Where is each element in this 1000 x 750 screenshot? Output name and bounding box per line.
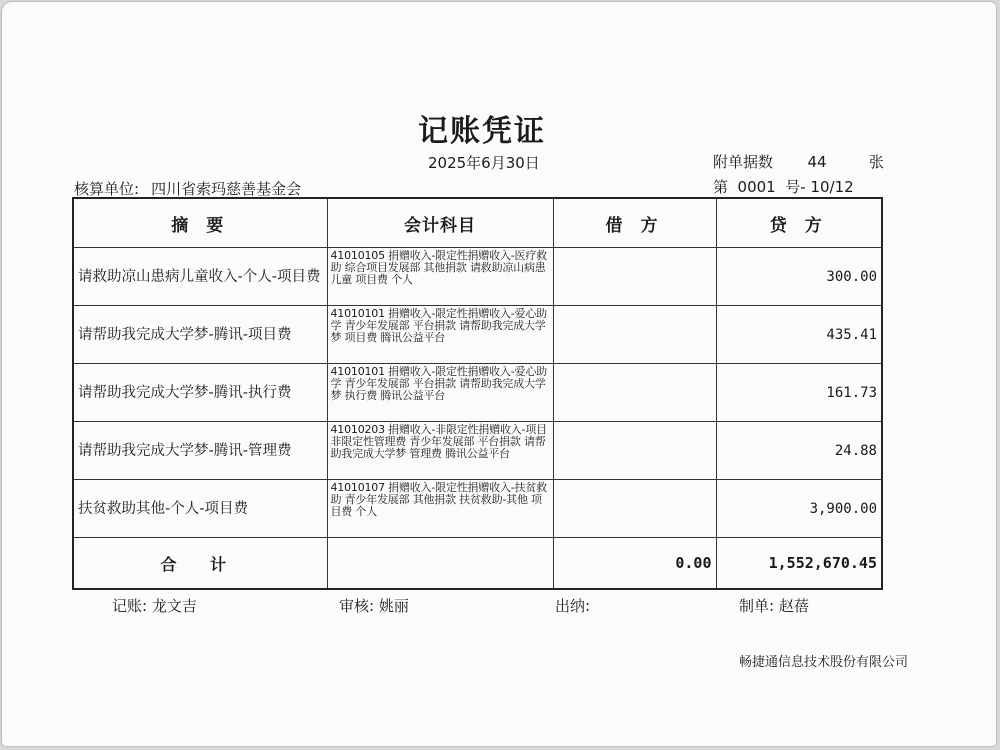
- column-header-debit: 借 方: [553, 198, 716, 248]
- voucher-table: [72, 197, 883, 590]
- table-row: [73, 480, 882, 538]
- document-title: 记账凭证: [418, 114, 546, 149]
- row-summary: 扶贫救助其他-个人-项目费: [73, 480, 327, 538]
- cashier-signature: 出纳:: [555, 597, 591, 615]
- row-summary: 请帮助我完成大学梦-腾讯-项目费: [73, 306, 327, 364]
- row-account: 41010105 捐赠收入-限定性捐赠收入-医疗救助 综合项目发展部 其他捐款 请救助凉山病患儿童 项目费 个人: [327, 248, 553, 306]
- voucher-paper: [2, 2, 996, 746]
- voucher-number: 第 0001 号- 10/12: [713, 178, 854, 196]
- row-account: 41010203 捐赠收入-非限定性捐赠收入-项目非限定性管理费 青少年发展部 平台捐款 请帮助我完成大学梦 管理费 腾讯公益平台: [327, 422, 553, 480]
- total-account-blank: [327, 538, 553, 590]
- table-header-row: [73, 198, 882, 248]
- software-company: 畅捷通信息技术股份有限公司: [739, 655, 909, 670]
- row-account: 41010101 捐赠收入-限定性捐赠收入-爱心助学 青少年发展部 平台捐款 请帮助我完成大学梦 项目费 腾讯公益平台: [327, 306, 553, 364]
- row-account: 41010101 捐赠收入-限定性捐赠收入-爱心助学 青少年发展部 平台捐款 请帮助我完成大学梦 执行费 腾讯公益平台: [327, 364, 553, 422]
- accounting-unit: [74, 178, 301, 199]
- attachment-label: 附单据数: [713, 153, 774, 171]
- row-debit: [553, 248, 716, 306]
- reviewer-signature: 审核: 姚丽: [339, 597, 409, 615]
- table-row: [73, 306, 882, 364]
- row-summary: 请救助凉山患病儿童收入-个人-项目费: [73, 248, 327, 306]
- row-summary: 请帮助我完成大学梦-腾讯-管理费: [73, 422, 327, 480]
- row-summary: 请帮助我完成大学梦-腾讯-执行费: [73, 364, 327, 422]
- total-debit: 0.00: [553, 538, 716, 590]
- row-debit: [553, 364, 716, 422]
- attachment-count: [713, 151, 884, 172]
- row-credit: 435.41: [716, 306, 882, 364]
- row-debit: [553, 306, 716, 364]
- column-header-credit: 贷 方: [716, 198, 882, 248]
- attachment-unit: 张: [869, 153, 885, 171]
- preparer-signature: 制单: 赵蓓: [739, 597, 809, 615]
- row-credit: 161.73: [716, 364, 882, 422]
- total-credit: 1,552,670.45: [716, 538, 882, 590]
- bookkeeper-signature: 记账: 龙文吉: [112, 597, 197, 615]
- table-row: [73, 248, 882, 306]
- attachment-value: 44: [807, 153, 827, 171]
- table-row: [73, 364, 882, 422]
- row-account: 41010107 捐赠收入-限定性捐赠收入-扶贫救助 青少年发展部 其他捐款 扶贫救助-其他 项目费 个人: [327, 480, 553, 538]
- row-debit: [553, 480, 716, 538]
- row-credit: 3,900.00: [716, 480, 882, 538]
- column-header-account: 会计科目: [327, 198, 553, 248]
- column-header-summary: 摘 要: [73, 198, 327, 248]
- accounting-unit-name: 四川省索玛慈善基金会: [151, 180, 302, 198]
- accounting-unit-label: 核算单位:: [74, 180, 140, 198]
- voucher-date: 2025年6月30日: [428, 154, 540, 172]
- row-debit: [553, 422, 716, 480]
- total-row: [73, 538, 882, 590]
- row-credit: 24.88: [716, 422, 882, 480]
- table-row: [73, 422, 882, 480]
- total-label: 合 计: [73, 538, 327, 590]
- row-credit: 300.00: [716, 248, 882, 306]
